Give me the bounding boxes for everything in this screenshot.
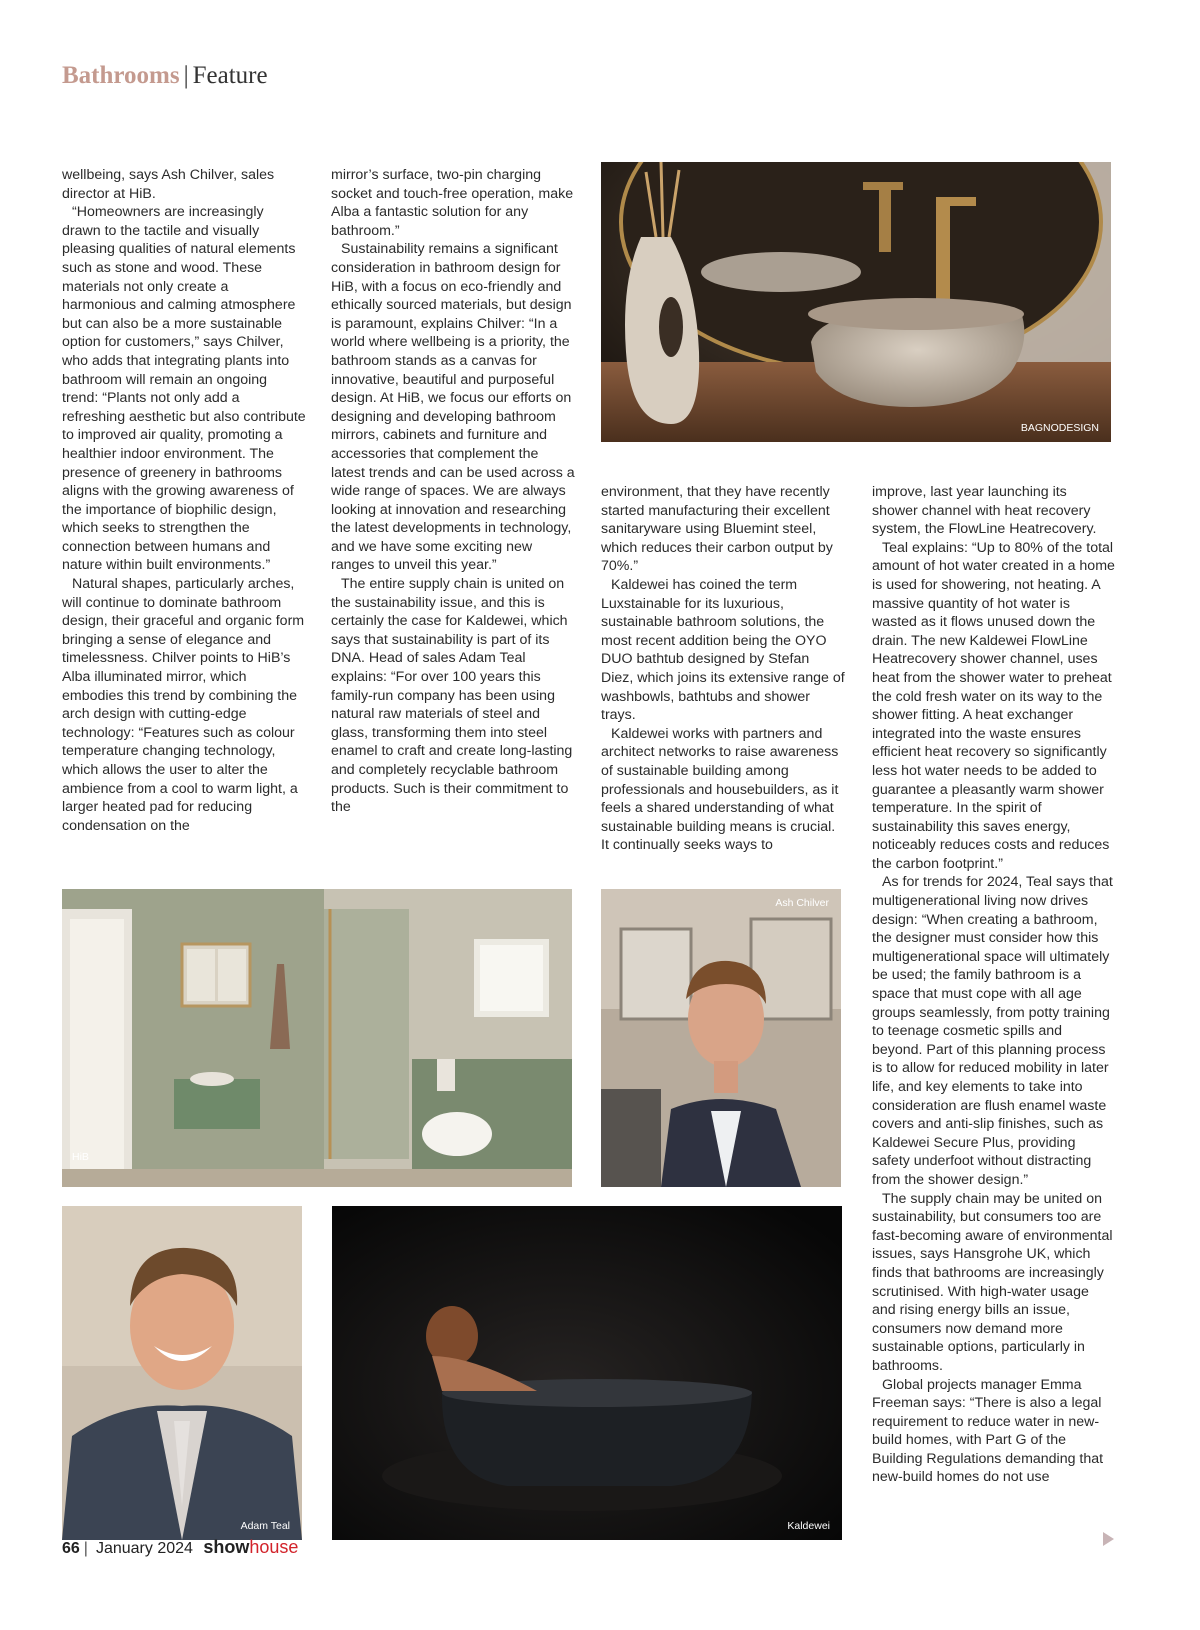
continue-arrow-icon [1103,1532,1114,1546]
ash-chilver-photo [601,889,841,1187]
bathtub-illustration [332,1206,842,1540]
header-separator: | [183,62,189,89]
footer-separator: | [83,1540,88,1557]
hib-bathroom-photo [62,889,572,1187]
paragraph: The supply chain may be united on sustainability, but consumers too are fast-becoming aware of environmental issues, says Hansgrohe UK, which finds that bathrooms are increasingly scrutinised. With high-water usage and rising energy bills an issue, consumers now demand more sustainable options, particularly in bathrooms. [872,1190,1113,1374]
paragraph: Sustainability remains a significant consideration in bathroom design for HiB, with a focus on eco-friendly and ethically sourced materials, but design is paramount, explains Chilver: “In a world where wellbeing is a priority, the bathroom stands as a canvas for innovative, beautiful and purposeful design. At HiB, we focus our efforts on designing and developing bathroom mirrors, cabinets and furniture and accessories that complement the latest trends and can be used across a wide range of spaces. We are always looking at innovation and researching the latest developments in technology, and we have some exciting new ranges to unveil this year.” [331,241,575,574]
paragraph: mirror’s surface, two-pin charging socket and touch-free operation, make Alba a fantastic solution for any bathroom.” [331,167,574,239]
photo-credit: Kaldewei [787,1520,830,1532]
paragraph: Global projects manager Emma Freeman says: “There is also a legal requirement to reduce water in new-build homes, with Part G of the Building Regulations demanding that new-build homes do not use [872,1376,1104,1486]
adam-teal-photo [62,1206,302,1540]
paragraph: environment, that they have recently started manufacturing their excellent sanitaryware using Bluemint steel, which reduces their carbon output by 70%.” [601,484,833,575]
paragraph: Natural shapes, particularly arches, will continue to dominate bathroom design, their graceful and organic form bringing a sense of elegance and timelessness. Chilver points to HiB’s Alba illuminated mirror, which embodies this trend by combining the arch design with cutting-edge technology: “Features such as colour temperature changing technology, which allows the user to alter the ambience from a cool to warm light, a larger heated pad for reducing condensation on the [62,576,305,834]
logo-part: house [249,1537,299,1557]
paragraph: The entire supply chain is united on the sustainability issue, and this is certainly the case for Kaldewei, which says that sustainability is part of its DNA. Head of sales Adam Teal explains: “For over 100 years this family-run company has been using natural raw materials of steel and glass, transforming them into steel enamel to craft and create long-lasting and completely recyclable bathroom products. Such is their commitment to the [331,576,573,816]
portrait-illustration [601,889,841,1187]
paragraph: As for trends for 2024, Teal says that multigenerational living now drives design: “When creating a bathroom, the designer must consider how this multigenerational space will ultimately be used; the family bathroom is a space that must cope with all age groups seamlessly, from potty training to teenage cosmetic spills and beyond. Part of this planning process is to allow for reduced mobility in later life, and key elements to take into consideration are flush enamel waste covers and anti-slip finishes, such as Kaldewei Secure Plus, providing safety underfoot without distracting from the shower design.” [872,874,1113,1188]
text-column-4 [872,483,1116,1487]
page-number: 66 [62,1540,80,1557]
paragraph: improve, last year launching its shower channel with heat recovery system, the FlowLine Heatrecovery. [872,484,1097,538]
magazine-logo [203,1537,299,1557]
paragraph: Kaldewei works with partners and architect networks to raise awareness of sustainable building among professionals and housebuilders, as it feels a shared understanding of what sustainable building means is crucial. It continually seeks ways to [601,725,839,854]
section-kind: Feature [192,62,268,89]
text-column-3 [601,483,845,855]
text-column-1 [62,166,306,835]
logo-part: show [203,1537,250,1557]
photo-credit: BAGNODESIGN [1020,422,1099,434]
paragraph: wellbeing, says Ash Chilver, sales director at HiB. [62,167,275,202]
paragraph: “Homeowners are increasingly drawn to the tactile and visually pleasing qualities of natural elements such as stone and wood. These materials not only create a harmonious and calming atmosphere but can also be a more sustainable option for customers,” says Chilver, who adds that integrating plants into bathroom will remain an ongoing trend: “Plants not only add a refreshing aesthetic but also contribute to improved air quality, promoting a healthier indoor environment. The presence of greenery in bathrooms aligns with the growing awareness of the importance of biophilic design, which seeks to strengthen the connection between humans and nature within built environments.” [62,204,306,574]
paragraph: Kaldewei has coined the term Luxstainable for its luxurious, sustainable bathroom solutions, the most recent addition being the OYO DUO bathtub designed by Stefan Diez, which joins its extensive range of washbowls, bathtubs and shower trays. [601,576,845,724]
section-title: Bathrooms [62,62,180,89]
basin-illustration [601,162,1111,442]
kaldewei-bath-photo [332,1206,842,1540]
portrait-illustration [62,1206,302,1540]
photo-credit: Ash Chilver [775,897,829,909]
photo-credit: Adam Teal [240,1520,290,1532]
bathroom-illustration [62,889,572,1187]
basin-photo [601,162,1111,442]
page-footer [62,1537,298,1558]
issue-date: January 2024 [95,1540,193,1557]
paragraph: Teal explains: “Up to 80% of the total amount of hot water created in a home is used for showering, not heating. A massive quantity of hot water is wasted as it flows unused down the drain. The new Kaldewei FlowLine Heatrecovery shower channel, uses heat from the shower water to preheat the cold fresh water on its way to the shower fitting. A heat exchanger integrated into the waste ensures efficient heat recovery so significantly less hot water needs to be added to guarantee a pleasantly warm shower temperature. In the spirit of sustainability this saves energy, noticeably reduces costs and reduces the carbon footprint.” [872,539,1115,872]
photo-credit: HiB [72,1151,89,1163]
text-column-2 [331,166,575,817]
section-header [62,62,268,90]
